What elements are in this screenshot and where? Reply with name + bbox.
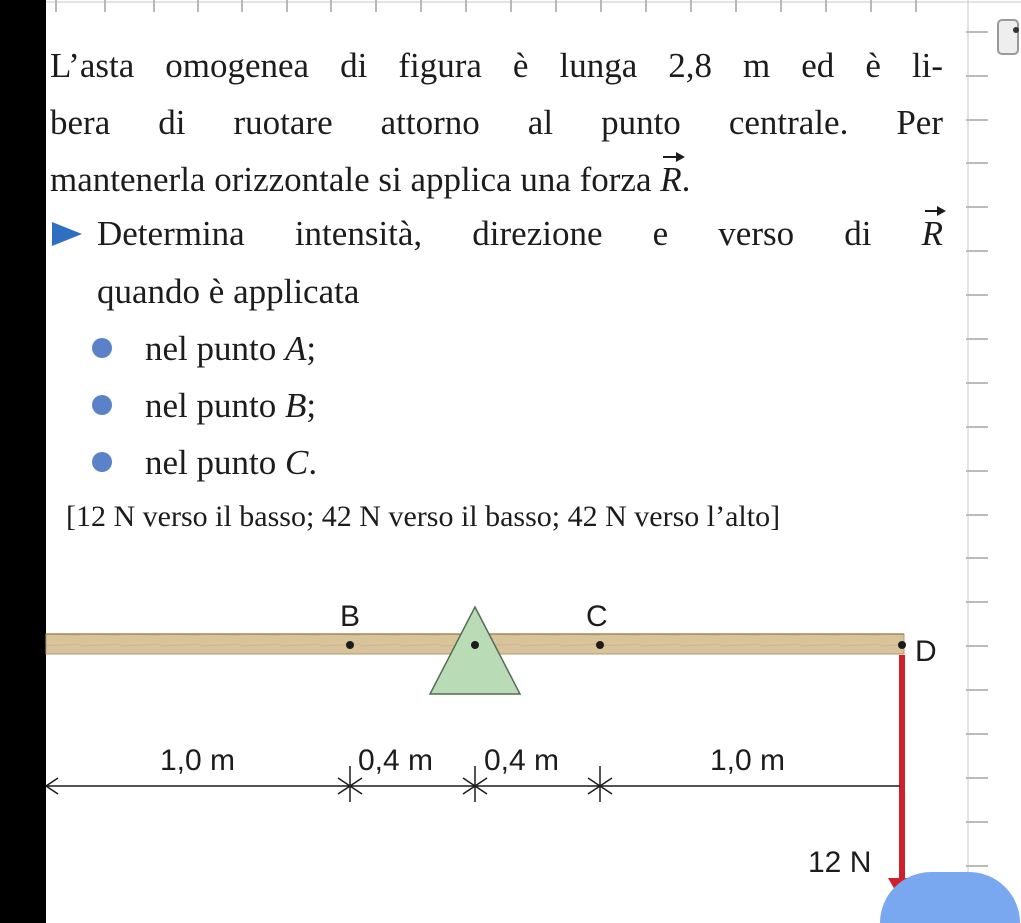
vector-r-symbol: R	[660, 158, 681, 202]
item-suffix: .	[308, 443, 318, 482]
item-suffix: ;	[306, 329, 317, 368]
task-line-1	[97, 212, 943, 256]
item-point-label: B	[284, 386, 307, 425]
distance-label-3: 0,4 m	[484, 744, 560, 777]
item-prefix: nel punto	[145, 443, 277, 482]
right-ruler	[958, 0, 1021, 923]
item-point-a	[145, 327, 316, 371]
problem-line-3-end: .	[681, 160, 691, 199]
problem-line-3-text: mantenerla orizzontale si applica una forza	[50, 160, 652, 199]
vector-r-symbol-task: R	[922, 212, 943, 256]
task-line-1-text: Determina intensità, direzione e verso di	[97, 214, 872, 253]
item-point-b	[145, 384, 316, 428]
item-prefix: nel punto	[145, 386, 277, 425]
pivot-point	[471, 641, 479, 649]
point-b-label: B	[340, 600, 361, 633]
distance-label-2: 0,4 m	[358, 744, 434, 777]
point-d-label: D	[915, 635, 937, 668]
point-c-dot	[596, 641, 604, 649]
top-ruler	[46, 0, 1021, 14]
bullet-dot-icon	[92, 338, 112, 358]
item-prefix: nel punto	[145, 329, 277, 368]
item-point-label: C	[284, 443, 309, 482]
task-arrow-marker-icon	[52, 222, 82, 246]
item-suffix: ;	[306, 386, 317, 425]
bullet-dot-icon	[92, 452, 112, 472]
task-line-2: quando è applicata	[97, 272, 360, 311]
answer-line: [12 N verso il basso; 42 N verso il basso; 42 N verso l’alto]	[66, 500, 781, 533]
bullet-dot-icon	[92, 395, 112, 415]
point-b-dot	[346, 641, 354, 649]
point-c-label: C	[586, 600, 608, 633]
distance-label-4: 1,0 m	[710, 744, 786, 777]
problem-line-3	[50, 158, 690, 202]
point-d-dot	[898, 641, 906, 649]
item-point-label: A	[284, 329, 307, 368]
distance-label-1: 1,0 m	[160, 744, 236, 777]
item-point-c	[145, 441, 317, 485]
force-label: 12 N	[808, 846, 872, 879]
problem-line-1: L’asta omogenea di figura è lunga 2,8 m ed è li-	[50, 46, 943, 85]
problem-line-2: bera di ruotare attorno al punto centrale. Per	[50, 103, 943, 142]
lever-figure	[0, 560, 958, 923]
